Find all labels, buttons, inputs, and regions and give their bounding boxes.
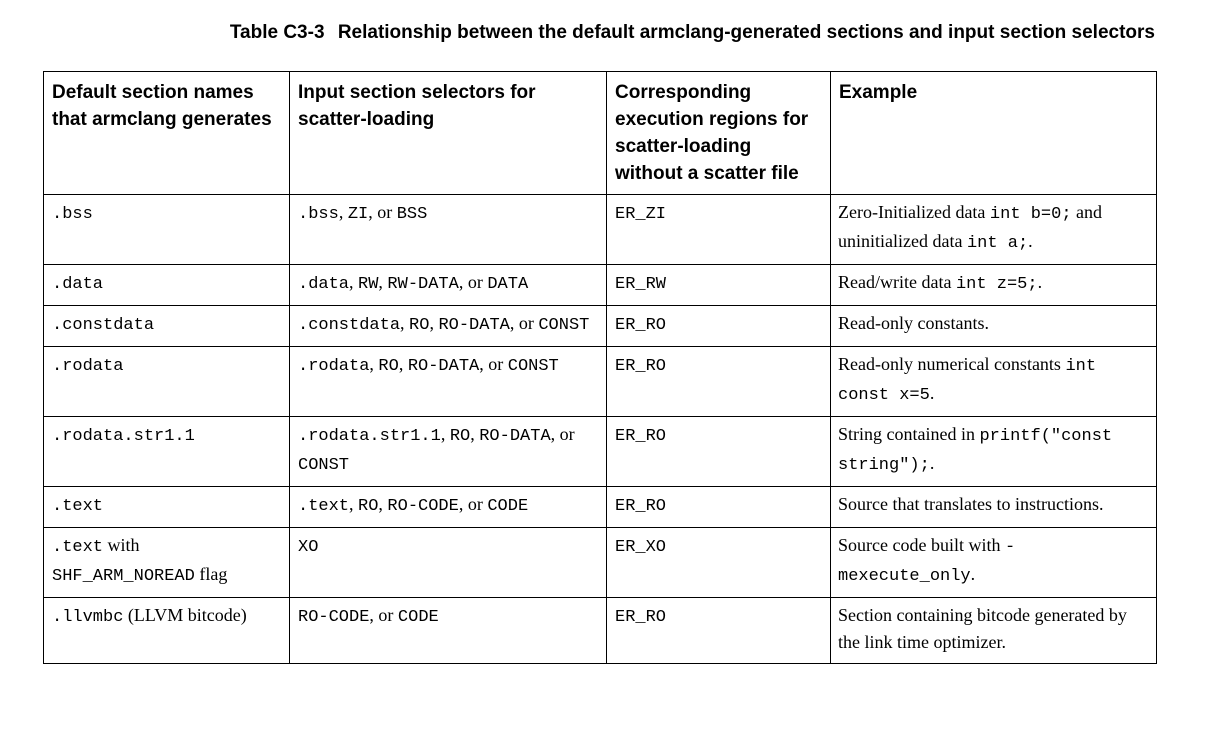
table-caption-label: Table C3-3 <box>229 22 325 43</box>
cell-section-name <box>44 487 290 528</box>
selector: .bss <box>298 205 339 224</box>
execution-region: ER_RO <box>615 316 667 335</box>
table-row <box>44 487 1157 528</box>
selector: RO <box>378 357 399 376</box>
cell-section-name <box>44 598 290 664</box>
header-example: Example <box>831 72 1157 195</box>
cell-section-name <box>44 417 290 487</box>
example-code: int const x=5 <box>838 357 1097 405</box>
selector: BSS <box>396 205 428 224</box>
selector: .rodata.str1.1 <box>298 427 441 446</box>
selector: XO <box>298 538 319 557</box>
cell-execution-region <box>607 265 831 306</box>
separator-comma: , <box>400 313 410 333</box>
selector: RO-CODE <box>298 608 370 627</box>
header-input-section-selectors: Input section selectors for scatter-loading <box>290 72 607 195</box>
execution-region: ER_RO <box>615 427 667 446</box>
separator-or: or <box>377 202 393 222</box>
selector: RO <box>358 497 379 516</box>
section-selector-table <box>43 71 1157 664</box>
example-code: int a; <box>966 234 1029 253</box>
separator-comma: , <box>429 313 439 333</box>
cell-execution-region <box>607 487 831 528</box>
table-row <box>44 598 1157 664</box>
cell-section-name <box>44 347 290 417</box>
section-name: .llvmbc <box>52 608 124 627</box>
cell-selectors <box>290 598 607 664</box>
separator-comma: , <box>368 202 378 222</box>
cell-example <box>831 417 1157 487</box>
execution-region: ER_RO <box>615 357 667 376</box>
cell-section-name <box>44 195 290 265</box>
cell-example <box>831 347 1157 417</box>
cell-selectors <box>290 417 607 487</box>
cell-example <box>831 306 1157 347</box>
separator-comma: , <box>369 354 379 374</box>
table-row <box>44 528 1157 598</box>
section-flag: SHF_ARM_NOREAD <box>52 567 195 586</box>
separator-comma: , <box>458 272 468 292</box>
table-row <box>44 306 1157 347</box>
table-row <box>44 417 1157 487</box>
example-text: . <box>1037 272 1043 292</box>
cell-selectors <box>290 265 607 306</box>
cell-selectors <box>290 347 607 417</box>
table-header-row <box>44 72 1157 195</box>
cell-section-name <box>44 265 290 306</box>
example-code: printf("const string"); <box>838 427 1113 475</box>
cell-section-name <box>44 528 290 598</box>
section-name-suffix: (LLVM bitcode) <box>123 605 247 625</box>
example-text: Zero-Initialized data <box>838 202 990 222</box>
separator-or: or <box>378 605 394 625</box>
example-text: . <box>929 383 935 403</box>
separator-or: or <box>467 272 483 292</box>
separator-comma: , <box>398 354 408 374</box>
section-name: .rodata <box>52 357 124 376</box>
section-flag-suffix: flag <box>194 564 228 584</box>
example-text: . <box>929 453 935 473</box>
separator-comma: , <box>509 313 519 333</box>
section-name: .bss <box>52 205 93 224</box>
cell-execution-region <box>607 417 831 487</box>
cell-section-name <box>44 306 290 347</box>
table-row <box>44 195 1157 265</box>
separator-comma: , <box>349 272 359 292</box>
example-text: and uninitialized data <box>838 202 1103 251</box>
separator-or: or <box>518 313 534 333</box>
example-text: . <box>1028 231 1033 251</box>
cell-selectors <box>290 528 607 598</box>
cell-example <box>831 265 1157 306</box>
separator-comma: , <box>338 202 348 222</box>
selector: RW-DATA <box>387 275 459 294</box>
table-caption <box>0 22 1155 44</box>
section-name-suffix: with <box>103 535 140 555</box>
section-name: .text <box>52 497 104 516</box>
cell-example <box>831 598 1157 664</box>
table-row <box>44 265 1157 306</box>
execution-region: ER_XO <box>615 538 667 557</box>
selector: CONST <box>298 456 350 475</box>
separator-comma: , <box>470 424 480 444</box>
section-name: .constdata <box>52 316 155 335</box>
cell-execution-region <box>607 347 831 417</box>
selector: .rodata <box>298 357 370 376</box>
selector: CONST <box>538 316 590 335</box>
example-text: Source that translates to instructions. <box>838 494 1104 514</box>
selector: CODE <box>487 497 529 516</box>
separator-comma: , <box>440 424 450 444</box>
cell-execution-region <box>607 598 831 664</box>
selector: .data <box>298 275 350 294</box>
header-execution-regions: Corresponding execution regions for scatter-loading without a scatter file <box>607 72 831 195</box>
selector: RO-DATA <box>438 316 510 335</box>
example-text: Read-only numerical constants <box>838 354 1066 374</box>
separator-comma: , <box>349 494 359 514</box>
example-code: int b=0; <box>989 205 1072 224</box>
cell-example <box>831 487 1157 528</box>
separator-or: or <box>559 424 575 444</box>
selector: .constdata <box>298 316 401 335</box>
section-name: .text <box>52 538 104 557</box>
example-code: int z=5; <box>955 275 1038 294</box>
execution-region: ER_RW <box>615 275 667 294</box>
separator-comma: , <box>458 494 468 514</box>
example-text: Section containing bitcode generated by the link time optimizer. <box>838 605 1127 652</box>
separator-comma: , <box>479 354 489 374</box>
cell-selectors <box>290 306 607 347</box>
selector: RO-DATA <box>479 427 551 446</box>
execution-region: ER_RO <box>615 497 667 516</box>
example-text: . <box>970 564 976 584</box>
separator-comma: , <box>369 605 379 625</box>
cell-execution-region <box>607 195 831 265</box>
separator-comma: , <box>378 272 388 292</box>
selector: CODE <box>397 608 439 627</box>
selector: RO <box>449 427 471 446</box>
example-text: Source code built with <box>838 535 1005 555</box>
example-text: Read-only constants. <box>838 313 989 333</box>
table-row <box>44 347 1157 417</box>
execution-region: ER_ZI <box>615 205 667 224</box>
selector: RO-CODE <box>387 497 459 516</box>
separator-or: or <box>467 494 483 514</box>
selector: RO-DATA <box>407 357 480 376</box>
cell-example <box>831 195 1157 265</box>
execution-region: ER_RO <box>615 608 667 627</box>
cell-selectors <box>290 487 607 528</box>
separator-or: or <box>488 354 504 374</box>
section-name: .data <box>52 275 104 294</box>
header-default-section-names: Default section names that armclang generates <box>44 72 290 195</box>
selector: ZI <box>347 205 369 224</box>
example-code: -mexecute_only <box>838 538 1016 586</box>
selector: .text <box>298 497 350 516</box>
example-text: Read/write data <box>838 272 956 292</box>
table-caption-title: Relationship between the default armclang-generated sections and input section selectors <box>337 22 1155 43</box>
separator-comma: , <box>378 494 388 514</box>
cell-example <box>831 528 1157 598</box>
cell-execution-region <box>607 306 831 347</box>
selector: DATA <box>487 275 529 294</box>
selector: RO <box>409 316 430 335</box>
cell-selectors <box>290 195 607 265</box>
example-text: String contained in <box>838 424 980 444</box>
selector: CONST <box>507 357 559 376</box>
cell-execution-region <box>607 528 831 598</box>
selector: RW <box>358 275 379 294</box>
section-name: .rodata.str1.1 <box>52 427 195 446</box>
separator-comma: , <box>550 424 560 444</box>
